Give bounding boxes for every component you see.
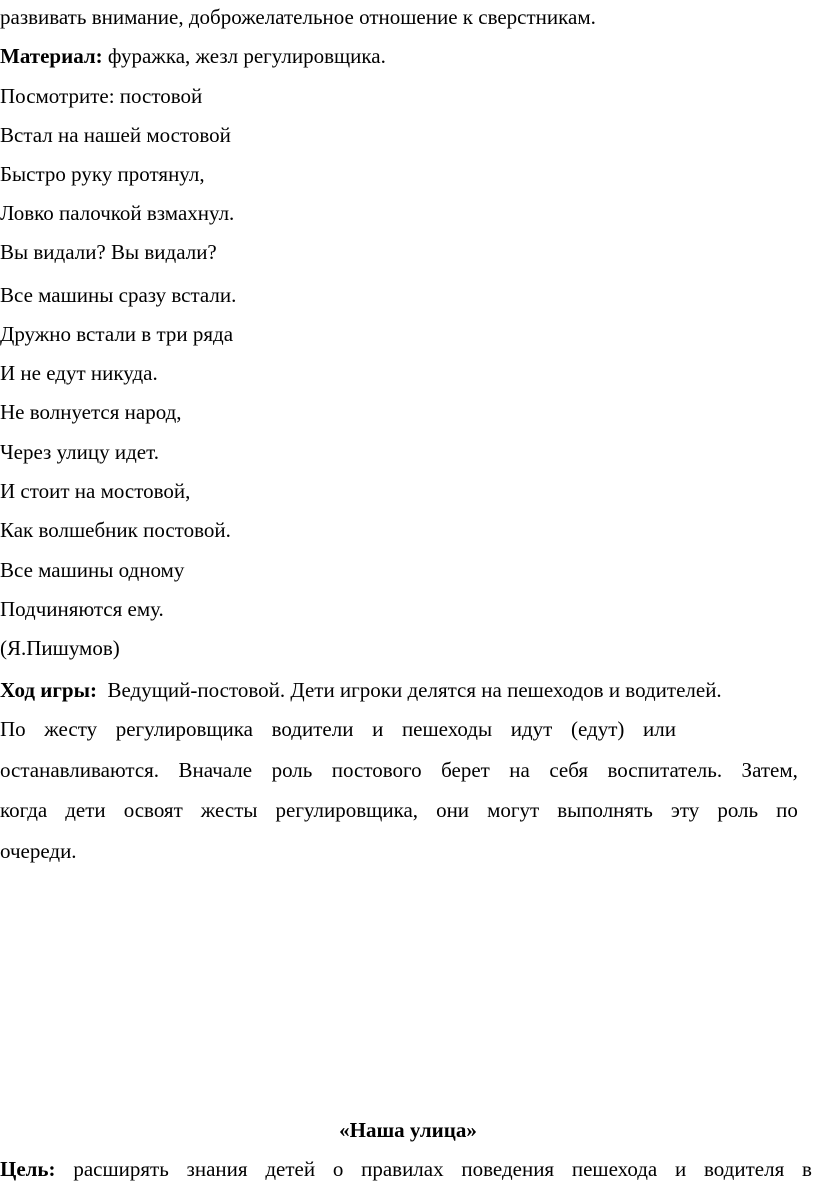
word: регулировщика, xyxy=(275,798,419,822)
game-paragraph-line xyxy=(0,757,798,783)
word: на xyxy=(509,758,530,782)
poem-line: И стоит на мостовой, xyxy=(0,479,191,503)
poem-line: Все машины сразу встали. xyxy=(0,283,237,307)
word: и xyxy=(675,1157,687,1181)
poem-line: Все машины одному xyxy=(0,558,185,582)
word: водители xyxy=(271,717,354,741)
word: могут xyxy=(487,798,540,822)
word: поведения xyxy=(461,1157,555,1181)
word: знания xyxy=(186,1157,248,1181)
word: жесту xyxy=(44,717,98,741)
goal-label: Цель: xyxy=(0,1157,56,1181)
word: Затем, xyxy=(741,758,798,782)
game-label: Ход игры: xyxy=(0,678,97,702)
game-paragraph-line xyxy=(0,797,798,823)
word: дети xyxy=(65,798,106,822)
word: роль xyxy=(717,798,759,822)
poem-line: Как волшебник постовой. xyxy=(0,518,231,542)
word: идут xyxy=(510,717,553,741)
poem-author: (Я.Пишумов) xyxy=(0,636,120,660)
word: или xyxy=(643,717,676,741)
game-paragraph-line xyxy=(0,677,722,703)
game-paragraph-line: очереди. xyxy=(0,839,77,863)
word: выполнять xyxy=(557,798,653,822)
word: пешеходы xyxy=(401,717,493,741)
word: в xyxy=(802,1157,812,1181)
word: когда xyxy=(0,798,48,822)
word: они xyxy=(436,798,470,822)
poem-line: Посмотрите: постовой xyxy=(0,84,203,108)
poem-line: Вы видали? Вы видали? xyxy=(0,240,217,264)
material-paragraph xyxy=(0,43,386,69)
word: расширять xyxy=(73,1157,169,1181)
word: и xyxy=(372,717,384,741)
poem-line: Дружно встали в три ряда xyxy=(0,322,234,346)
goal-paragraph-line xyxy=(0,1156,812,1182)
poem-line: И не едут никуда. xyxy=(0,361,158,385)
poem-line: Встал на нашей мостовой xyxy=(0,123,231,147)
word: (едут) xyxy=(570,717,625,741)
word: постового xyxy=(331,758,422,782)
intro-line: развивать внимание, доброжелательное отношение к сверстникам. xyxy=(0,5,596,29)
word: освоят xyxy=(123,798,183,822)
word: жесты xyxy=(200,798,258,822)
poem-line: Не волнуется народ, xyxy=(0,400,182,424)
material-text: фуражка, жезл регулировщика. xyxy=(107,44,386,68)
word: останавливаются. xyxy=(0,758,160,782)
poem-line: Ловко палочкой взмахнул. xyxy=(0,201,235,225)
word: по xyxy=(776,798,798,822)
section-title: «Наша улица» xyxy=(339,1118,477,1142)
word: воспитатель. xyxy=(607,758,723,782)
word: правилах xyxy=(361,1157,444,1181)
word: водителя xyxy=(704,1157,785,1181)
poem-line: Подчиняются ему. xyxy=(0,597,164,621)
word: По xyxy=(0,717,26,741)
word: пешехода xyxy=(571,1157,658,1181)
word: роль xyxy=(271,758,313,782)
game-paragraph-line xyxy=(0,716,676,742)
word: Вначале xyxy=(178,758,253,782)
poem-line: Быстро руку протянул, xyxy=(0,162,205,186)
word: детей xyxy=(265,1157,316,1181)
word: о xyxy=(332,1157,344,1181)
word: эту xyxy=(670,798,700,822)
game-text: Ведущий-постовой. Дети игроки делятся на пешеходов и водителей. xyxy=(107,678,722,702)
word: себя xyxy=(549,758,589,782)
word: регулировщика xyxy=(115,717,253,741)
poem-line: Через улицу идет. xyxy=(0,440,159,464)
material-label: Материал: xyxy=(0,44,103,68)
word: берет xyxy=(441,758,490,782)
